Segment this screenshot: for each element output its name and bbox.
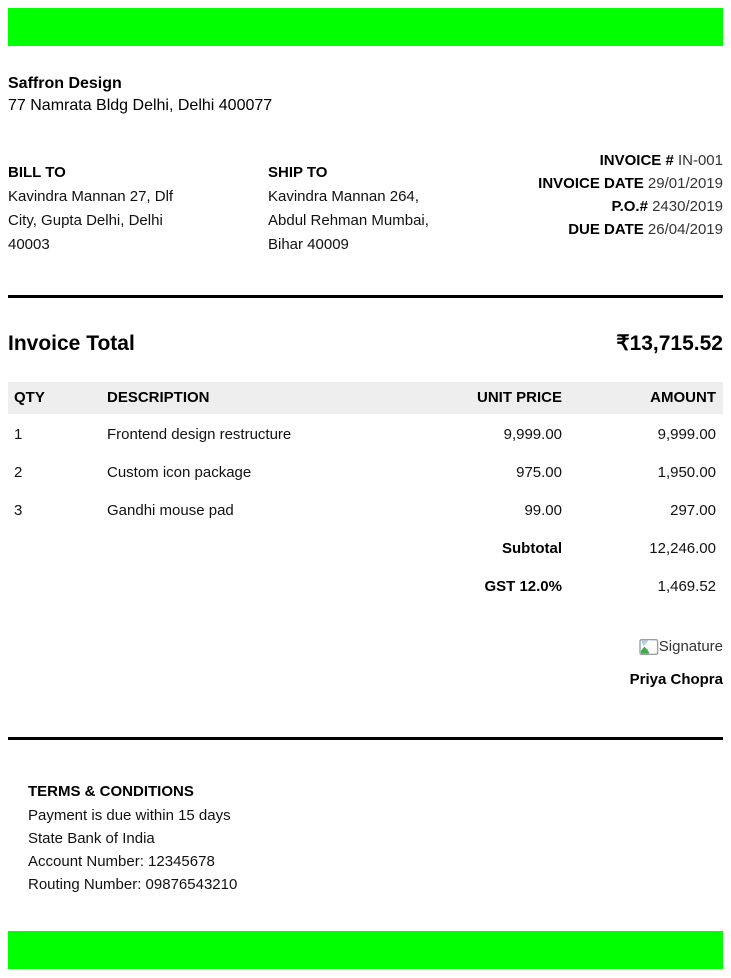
bill-to-section [8,149,268,257]
meta-label: DUE DATE [568,221,644,238]
bill-to-address-line: City, Gupta Delhi, Delhi [8,212,163,229]
qty-cell: 1 [14,426,23,443]
meta-value: 29/01/2019 [647,175,723,192]
signature-alt-text: Signature [658,638,723,655]
unit-price-cell: 99.00 [524,502,562,519]
amount-cell: 1,950.00 [657,464,716,481]
table-header-row [8,382,723,414]
meta-row-invoice-number [473,149,723,172]
empty-cell [101,566,396,604]
description-cell: Gandhi mouse pad [107,502,234,519]
invoice-total-amount: ₹13,715.52 [616,332,723,355]
amount-cell: 9,999.00 [657,426,716,443]
meta-label: INVOICE # [599,152,674,169]
meta-label: INVOICE DATE [538,175,644,192]
ship-to-address-line: Kavindra Mannan 264, [268,188,419,205]
ship-to-address-line: Bihar 40009 [268,236,349,253]
gst-value: 1,469.52 [657,578,716,595]
unit-price-cell: 9,999.00 [503,426,562,443]
invoice-total-section [8,331,723,357]
meta-row-due-date [473,218,723,241]
bill-to-address-line: Kavindra Mannan 27, Dlf [8,188,174,205]
terms-line: Routing Number: 09876543210 [28,876,238,893]
company-header [8,72,723,117]
invoice-meta [473,149,723,257]
summary-row-subtotal [8,528,723,566]
summary-row-gst [8,566,723,604]
signatory-name: Priya Chopra [629,671,723,688]
parties-section [8,149,723,257]
description-cell: Custom icon package [107,464,252,481]
meta-value: IN-001 [677,152,723,169]
table-row [8,490,723,528]
table-row [8,414,723,452]
description-cell: Frontend design restructure [107,426,292,443]
empty-cell [101,528,396,566]
items-table [8,382,723,604]
bill-to-label: BILL TO [8,164,66,181]
subtotal-value: 12,246.00 [649,540,716,557]
company-name: Saffron Design [8,75,122,92]
ship-to-address-line: Abdul Rehman Mumbai, [268,212,429,229]
empty-cell [8,528,101,566]
meta-row-invoice-date [473,172,723,195]
signature-image-placeholder [8,637,723,657]
meta-value: 2430/2019 [652,198,723,215]
col-unit-price: UNIT PRICE [396,382,569,414]
ship-to-section [268,149,473,257]
signature-section [8,637,723,689]
subtotal-label: Subtotal [502,540,562,557]
invoice-total-label: Invoice Total [8,332,135,355]
col-amount: AMOUNT [569,382,723,414]
meta-label: P.O.# [611,198,648,215]
broken-image-icon [639,637,659,657]
gst-label: GST 12.0% [484,578,562,595]
unit-price-cell: 975.00 [516,464,562,481]
bottom-accent-bar [8,931,723,969]
terms-line: Payment is due within 15 days [28,807,231,824]
col-description: DESCRIPTION [101,382,396,414]
top-accent-bar [8,8,723,46]
col-qty: QTY [8,382,101,414]
amount-cell: 297.00 [670,502,716,519]
ship-to-label: SHIP TO [268,164,328,181]
divider [8,295,723,298]
company-address: 77 Namrata Bldg Delhi, Delhi 400077 [8,97,273,114]
table-row [8,452,723,490]
meta-value: 26/04/2019 [647,221,723,238]
empty-cell [8,566,101,604]
divider [8,737,723,740]
meta-row-po-number [473,195,723,218]
bill-to-address-line: 40003 [8,236,50,253]
qty-cell: 2 [14,464,23,481]
terms-section [8,779,723,896]
qty-cell: 3 [14,502,23,519]
terms-line: State Bank of India [28,830,155,847]
terms-line: Account Number: 12345678 [28,853,215,870]
terms-heading: TERMS & CONDITIONS [28,783,194,800]
